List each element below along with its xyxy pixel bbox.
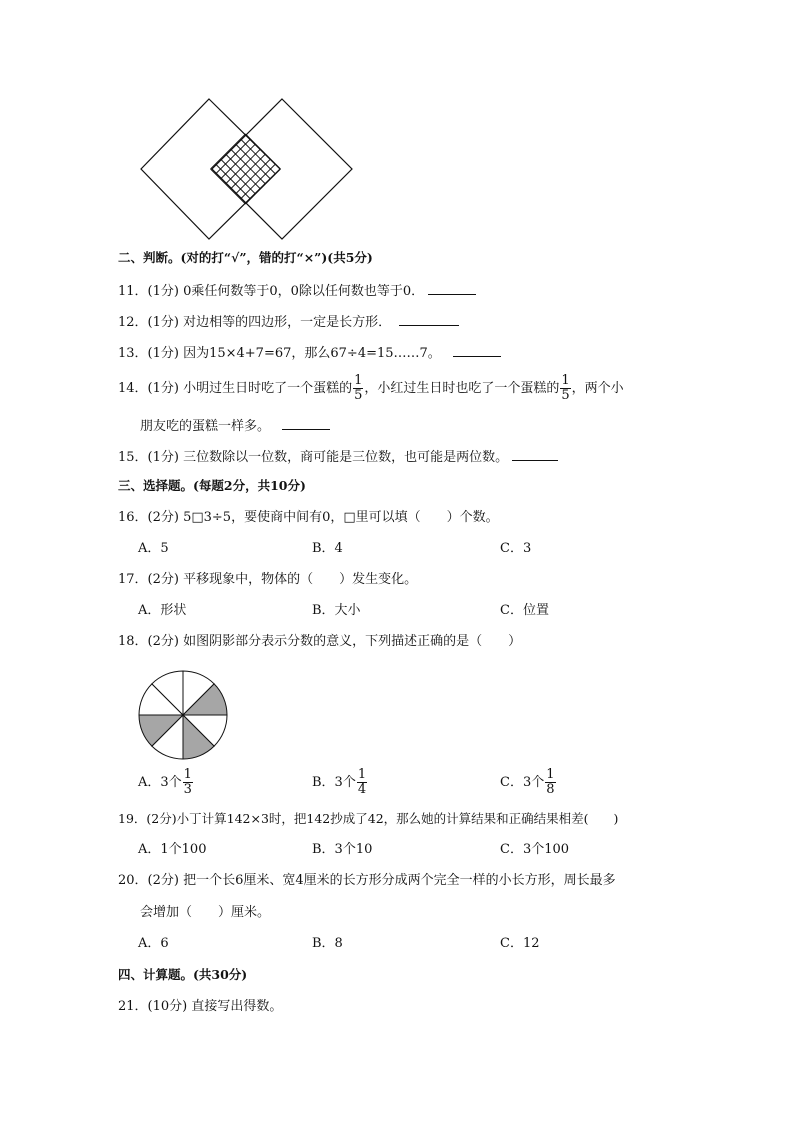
question-14-part3: ，两个小	[571, 381, 624, 396]
question-11	[118, 282, 476, 300]
q19-option-c[interactable]: C．3个100	[500, 842, 570, 857]
answer-blank-13[interactable]	[453, 344, 501, 357]
question-13	[118, 344, 501, 362]
section-3-title: 三、选择题。(每题2分，共10分)	[118, 478, 306, 493]
q20-option-b[interactable]: B．8	[312, 936, 343, 951]
question-20-line2: 会增加（ ）厘米。	[140, 905, 271, 920]
question-13-text: 13．(1分) 因为15×4+7=67，那么67÷4=15……7。	[118, 346, 441, 361]
question-11-text: 11．(1分) 0乘任何数等于0，0除以任何数也等于0．	[118, 284, 425, 299]
q20-option-c[interactable]: C．12	[500, 936, 540, 951]
question-19-text: 19．(2分)小丁计算142×3时，把142抄成了42，那么她的计算结果和正确结果相差( )	[118, 811, 619, 826]
q19-option-a[interactable]: A．1个100	[138, 842, 207, 857]
answer-blank-11[interactable]	[428, 282, 476, 295]
question-16-text: 16．(2分) 5□3÷5，要使商中间有0，□里可以填（ ）个数。	[118, 510, 499, 525]
q17-option-b[interactable]: B．大小	[312, 603, 361, 618]
fraction-one-third: $\frac{1}{3}$	[183, 767, 192, 797]
question-14-part2: ，小红过生日时也吃了一个蛋糕的	[364, 381, 560, 396]
answer-blank-14[interactable]	[282, 417, 330, 430]
overlapping-squares-figure	[138, 96, 358, 244]
q18-option-a[interactable]: A．3个 $\frac{1}{3}$	[138, 767, 192, 797]
q18-option-c[interactable]: C．3个 $\frac{1}{8}$	[500, 767, 555, 797]
q16-option-a[interactable]: A．5	[138, 541, 169, 556]
question-15	[118, 448, 558, 466]
question-12	[118, 313, 459, 331]
section-2-title: 二、判断。(对的打“√”，错的打“×”)(共5分)	[118, 250, 373, 265]
q17-option-c[interactable]: C．位置	[500, 603, 549, 618]
q18-option-b[interactable]: B．3个 $\frac{1}{4}$	[312, 767, 367, 797]
q19-option-b[interactable]: B．3个10	[312, 842, 373, 857]
question-15-text: 15．(1分) 三位数除以一位数，商可能是三位数，也可能是两位数。	[118, 450, 509, 465]
question-14-line2: 朋友吃的蛋糕一样多。	[140, 417, 330, 435]
question-14	[118, 374, 624, 403]
fraction-one-fourth: $\frac{1}{4}$	[357, 767, 367, 797]
answer-blank-15[interactable]	[512, 448, 558, 461]
question-18-text: 18．(2分) 如图阴影部分表示分数的意义，下列描述正确的是（ ）	[118, 634, 522, 649]
q16-option-b[interactable]: B．4	[312, 541, 343, 556]
fraction-one-fifth: $\frac{1}{5}$	[561, 373, 570, 403]
answer-blank-12[interactable]	[399, 313, 459, 326]
section-4-title: 四、计算题。(共30分)	[118, 967, 248, 982]
shaded-circle-figure	[136, 668, 230, 762]
q16-option-c[interactable]: C．3	[500, 541, 532, 556]
question-12-text: 12．(1分) 对边相等的四边形，一定是长方形．	[118, 315, 392, 330]
question-21-text: 21．(10分) 直接写出得数。	[118, 999, 283, 1014]
fraction-one-fifth: $\frac{1}{5}$	[354, 373, 363, 403]
fraction-one-eighth: $\frac{1}{8}$	[546, 767, 555, 797]
question-20-line1: 20．(2分) 把一个长6厘米、宽4厘米的长方形分成两个完全一样的小长方形，周长最多	[118, 873, 616, 888]
q17-option-a[interactable]: A．形状	[138, 603, 187, 618]
question-14-part1: 14．(1分) 小明过生日时吃了一个蛋糕的	[118, 381, 353, 396]
q20-option-a[interactable]: A．6	[138, 936, 169, 951]
question-17-text: 17．(2分) 平移现象中，物体的（ ）发生变化。	[118, 572, 418, 587]
